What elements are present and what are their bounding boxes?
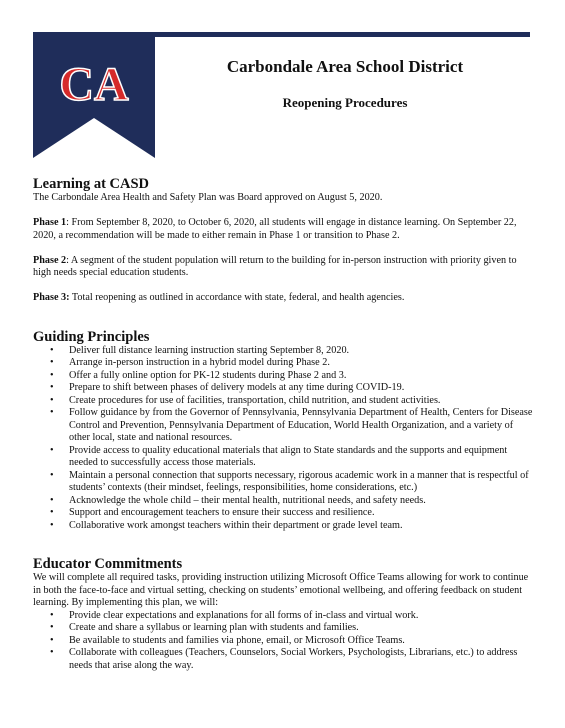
- phase-2-label: Phase 2: [33, 254, 67, 266]
- principles-heading: Guiding Principles: [33, 328, 150, 345]
- commitments-section: [33, 556, 533, 672]
- phase-3-paragraph: [33, 292, 533, 305]
- list-item: • Be available to students and families via phone, email, or Microsoft Office Teams.: [33, 635, 533, 648]
- list-item: • Create and share a syllabus or learning plan with students and families.: [33, 622, 533, 635]
- commitments-heading: Educator Commitments: [33, 556, 183, 572]
- list-item: • Create procedures for use of facilities, transportation, child nutrition, and student activities.: [33, 395, 533, 408]
- list-item: • Support and encouragement teachers to ensure their success and resilience.: [33, 507, 533, 520]
- phase-1-text: : From September 8, 2020, to October 6, 2020, all students will engage in distance learning. On September 22, 2020, a recommendation will be made to either remain in Phase 1 or transition to Phase 2.: [33, 217, 517, 241]
- list-item: • Offer a fully online option for PK-12 students during Phase 2 and 3.: [33, 370, 533, 383]
- learning-section: [33, 176, 533, 305]
- list-item: • Prepare to shift between phases of delivery models at any time during COVID-19.: [33, 382, 533, 395]
- logo-letters: CA: [59, 58, 129, 111]
- document-subtitle: Reopening Procedures: [282, 95, 408, 110]
- list-item: • Follow guidance by from the Governor of Pennsylvania, Pennsylvania Department of Health, Centers for Disease Control and Prevention, Pennsylvania Department of Education, World Health Organization, and a variety of other local, state and national resources.: [33, 407, 533, 445]
- list-item: • Acknowledge the whole child – their mental health, nutritional needs, and safety needs.: [33, 495, 533, 508]
- principles-list: [33, 345, 533, 533]
- list-item: • Collaborate with colleagues (Teachers, Counselors, Social Workers, Psychologists, Librarians, etc.) to address needs that arise along the way.: [33, 647, 533, 672]
- commitments-list: [33, 610, 533, 673]
- list-item: • Deliver full distance learning instruction starting September 8, 2020.: [33, 345, 533, 358]
- district-logo-banner: [33, 32, 155, 158]
- learning-intro: The Carbondale Area Health and Safety Plan was Board approved on August 5, 2020.: [33, 192, 383, 203]
- phase-1-paragraph: [33, 217, 533, 242]
- district-title: Carbondale Area School District: [226, 57, 464, 76]
- principles-section: [33, 329, 533, 533]
- list-item: • Provide clear expectations and explanations for all forms of in-class and virtual work.: [33, 610, 533, 623]
- phase-2-paragraph: [33, 255, 533, 280]
- phase-3-label: Phase 3:: [33, 292, 70, 303]
- document-body: [33, 176, 533, 672]
- list-item: • Arrange in-person instruction in a hybrid model during Phase 2.: [33, 357, 533, 370]
- commitments-intro: We will complete all required tasks, providing instruction utilizing Microsoft Office Teams allowing for work to continue in both the face-to-face and virtual setting, checking on students’ emotional wellbeing, and offering feedback on student learning. By implementing this plan, we will:: [33, 572, 529, 608]
- phase-1-label: Phase 1: [33, 217, 67, 228]
- list-item: • Maintain a personal connection that supports necessary, rigorous academic work in a manner that is respectful of students’ contexts (their mindset, feelings, responsibilities, home considerations, etc.): [33, 470, 533, 495]
- phase-2-text: : A segment of the student population will return to the building for in-person instruction with priority given to high needs special education students.: [33, 254, 517, 278]
- list-item: • Collaborative work amongst teachers within their department or grade level team.: [33, 520, 533, 533]
- phase-3-text: Total reopening as outlined in accordance with state, federal, and health agencies.: [69, 292, 405, 303]
- learning-heading: Learning at CASD: [33, 176, 150, 192]
- list-item: • Provide access to quality educational materials that align to State standards and the supports and equipment needed to successfully access those materials.: [33, 445, 533, 470]
